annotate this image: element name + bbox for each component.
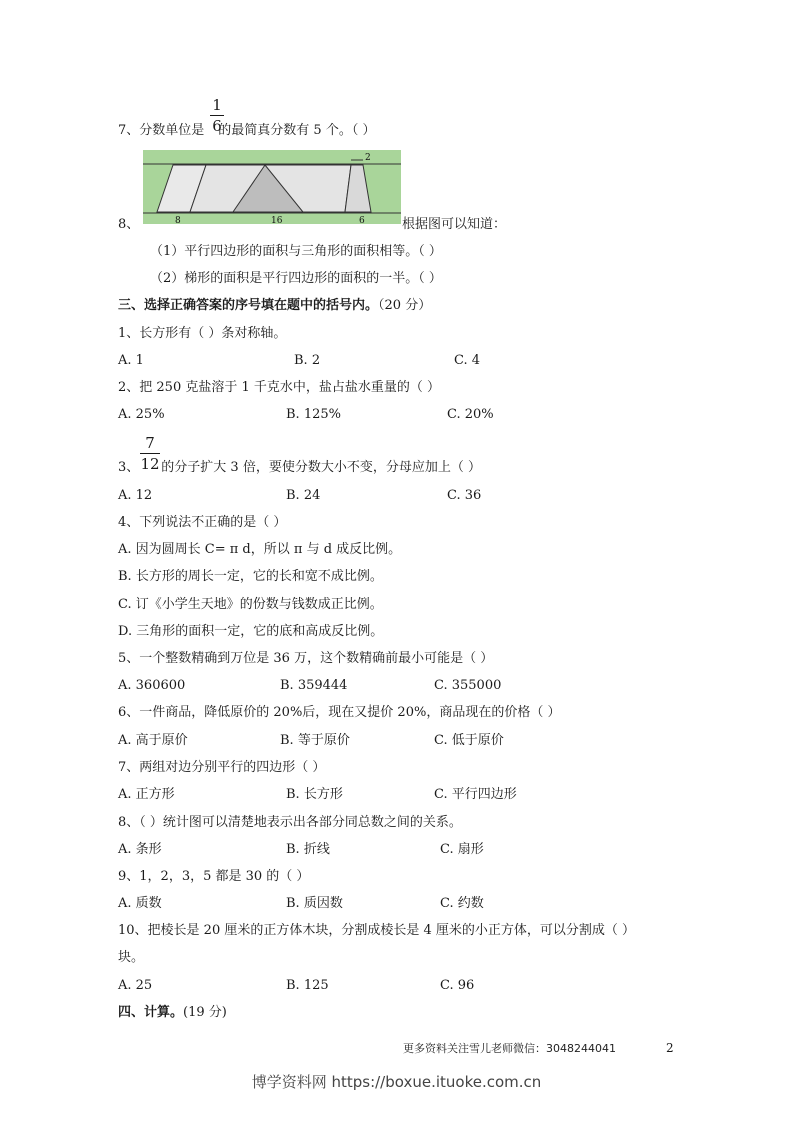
figure-label-bottom-1: 8 [175,216,181,224]
section-4-title: 四、计算。 [118,1005,184,1020]
fraction-denominator: 6 [212,117,222,135]
mc-question-5-option-b: B. 359444 [280,678,348,693]
tf-question-8-sub1: （1）平行四边形的面积与三角形的面积相等。（ ） [150,244,442,259]
mc-question-3-option-b: B. 24 [286,488,321,503]
mc-question-6-option-a: A. 高于原价 [118,733,188,748]
mc-question-9-option-a: A. 质数 [118,896,162,911]
mc-question-6-option-c: C. 低于原价 [434,733,504,748]
mc-question-4-option-b: B. 长方形的周长一定，它的长和宽不成比例。 [118,569,383,584]
mc-question-8-stem: 8、（ ）统计图可以清楚地表示出各部分同总数之间的关系。 [118,815,462,830]
mc-question-7-option-a: A. 正方形 [118,787,175,802]
fraction-numerator: 7 [145,434,155,452]
mc-question-4-stem: 4、下列说法不正确的是（ ） [118,515,287,530]
mc-question-4-option-a: A. 因为圆周长 C= π d，所以 π 与 d 成反比例。 [118,542,402,557]
site-watermark: 博学资料网 https://boxue.ituoke.com.cn [251,1073,542,1091]
mc-question-5-option-a: A. 360600 [118,678,186,693]
fraction-denominator: 12 [140,455,160,473]
mc-question-3-prefix: 3、 [118,460,140,475]
mc-question-6-option-b: B. 等于原价 [280,733,350,748]
fraction-bar [210,115,224,116]
geometry-figure [143,150,401,224]
footer-note: 更多资料关注雪儿老师微信：3048244041 [403,1042,616,1055]
mc-question-3-option-a: A. 12 [118,488,153,503]
fraction-numerator: 1 [212,96,222,114]
mc-question-1-stem: 1、长方形有（ ）条对称轴。 [118,326,287,341]
mc-question-1-option-c: C. 4 [454,353,481,368]
figure-label-top-right: 2 [365,153,371,163]
mc-question-5-stem: 5、一个整数精确到万位是 36 万，这个数精确前最小可能是（ ） [118,651,494,666]
section-3-title: 三、选择正确答案的序号填在题中的括号内。 [118,298,379,313]
tf-question-8-sub2: （2）梯形的面积是平行四边形的面积的一半。（ ） [150,271,442,286]
mc-question-5-option-c: C. 355000 [434,678,502,693]
section-3-heading [118,297,431,315]
mc-question-3-stem [118,459,481,477]
mc-question-10-option-b: B. 125 [286,978,329,993]
mc-question-10-option-a: A. 25 [118,978,153,993]
mc-question-9-option-c: C. 约数 [440,896,484,911]
mc-question-6-stem: 6、一件商品，降低原价的 20%后，现在又提价 20%，商品现在的价格（ ） [118,705,561,720]
section-3-points: （20 分） [378,298,432,313]
mc-question-1-option-b: B. 2 [294,353,321,368]
mc-question-1-option-a: A. 1 [118,353,144,368]
mc-question-10-stem: 10、把棱长是 20 厘米的正方体木块，分割成棱长是 4 厘米的小正方体，可以分割成（ ） [118,923,636,938]
figure-label-bottom-3: 6 [359,216,365,224]
mc-question-2-stem: 2、把 250 克盐溶于 1 千克水中，盐占盐水重量的（ ） [118,380,441,395]
figure-label-bottom-2: 16 [271,216,283,224]
mc-question-8-option-a: A. 条形 [118,842,162,857]
mc-question-4-option-c: C. 订《小学生天地》的份数与钱数成正比例。 [118,597,383,612]
mc-question-4-option-d: D. 三角形的面积一定，它的底和高成反比例。 [118,624,384,639]
mc-question-3-suffix: 的分子扩大 3 倍，要使分数大小不变，分母应加上（ ） [161,460,481,475]
tf-question-8-prefix: 8、 [118,217,140,232]
section-4-heading [118,1004,227,1022]
page-number: 2 [666,1041,674,1055]
mc-question-7-stem: 7、两组对边分别平行的四边形（ ） [118,760,326,775]
mc-question-9-option-b: B. 质因数 [286,896,343,911]
mc-question-2-option-a: A. 25% [118,407,165,422]
mc-question-3-option-c: C. 36 [447,488,482,503]
mc-question-10-stem-continued: 块。 [118,950,145,965]
tf-question-7-suffix: 的最简真分数有 5 个。（ ） [218,123,376,138]
tf-question-8-suffix: 根据图可以知道： [402,217,507,232]
mc-question-7-option-c: C. 平行四边形 [434,787,517,802]
mc-question-2-option-c: C. 20% [447,407,494,422]
mc-question-7-option-b: B. 长方形 [286,787,343,802]
section-4-points: (19 分) [183,1005,227,1020]
mc-question-9-stem: 9、1，2，3，5 都是 30 的（ ） [118,869,310,884]
tf-question-7 [118,122,375,140]
mc-question-8-option-b: B. 折线 [286,842,330,857]
tf-question-7-prefix: 7、分数单位是 [118,123,205,138]
fraction-bar [140,453,160,454]
mc-question-2-option-b: B. 125% [286,407,341,422]
mc-question-10-option-c: C. 96 [440,978,475,993]
mc-question-8-option-c: C. 扇形 [440,842,484,857]
